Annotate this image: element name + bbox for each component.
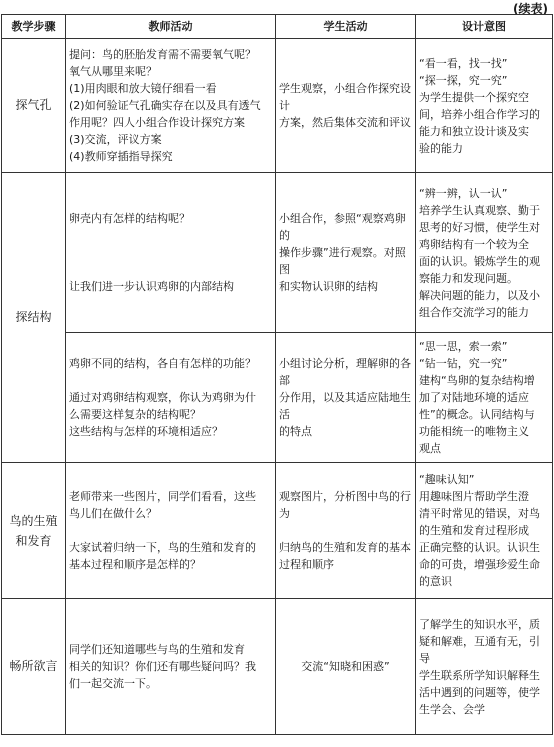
intent-line: 用趣味图片帮助学生澄 (419, 490, 529, 503)
teacher-line: (3)交流，评议方案 (69, 133, 162, 146)
teacher-line: 么需要这样复杂的结构呢？ (69, 408, 201, 421)
teacher-line: 相关的知识？你们还有哪些疑问吗？我 (69, 660, 256, 673)
teacher-line: 卵壳内有怎样的结构呢？ (69, 212, 190, 225)
intent-line: 能力和独立设计谈及实 (419, 124, 529, 138)
teacher-line: 让我们进一步认识鸡卵的内部结构 (69, 280, 234, 293)
intent-line: 性”的概念。认同结构与 (419, 408, 535, 421)
student-line: 归纳鸟的生殖和发育的基本 (279, 541, 411, 554)
table-row (2, 599, 553, 735)
teacher-line: 通过对鸡卵结构观察，你认为鸡卵为什 (69, 391, 256, 404)
student-cell (276, 173, 416, 333)
header-row (2, 15, 553, 39)
teacher-cell (66, 599, 276, 735)
teacher-line: 大家试着归纳一下，鸟的生殖和发育的 (69, 541, 256, 554)
intent-cell (416, 39, 553, 173)
table-row (2, 333, 553, 463)
intent-line: 观点 (419, 442, 441, 455)
step-cell: 鸟的生殖和发育 (2, 463, 66, 599)
intent-line: 清平时常见的错误，对鸟 (419, 507, 540, 520)
student-line: 操作步骤”进行观察。对照图 (279, 246, 406, 276)
intent-line: 命的可贵，增强珍爱生命 (419, 558, 540, 571)
student-line: 过程和顺序 (279, 558, 334, 571)
student-cell (276, 599, 416, 735)
intent-line: “钻一钻，究一究” (419, 357, 508, 370)
intent-cell (416, 333, 553, 463)
table-row (2, 463, 553, 599)
teacher-line: 氧气从哪里来呢？ (69, 65, 157, 78)
student-line: 小组合作，参照“观察鸡卵的 (279, 212, 406, 242)
header-step: 教学步骤 (2, 15, 66, 39)
intent-line: 了解学生的知识水平，质 (419, 617, 540, 631)
student-line: 分作用，以及其适应陆地生活 (279, 391, 411, 421)
teacher-cell (66, 39, 276, 173)
intent-line: 为学生提供一个探究空 (419, 90, 529, 104)
student-line: 观察图片，分析图中鸟的行为 (279, 490, 411, 520)
intent-line: 组合作交流学习的能力 (419, 305, 529, 319)
intent-line: 活中遇到的问题等，使学 (419, 685, 540, 699)
intent-line: 间，培养小组合作学习的 (419, 107, 540, 121)
teacher-line: 同学们还知道哪些与鸟的生殖和发育 (69, 643, 245, 656)
intent-cell (416, 599, 553, 735)
teacher-line: 鸡卵不同的结构，各自有怎样的功能？ (69, 357, 256, 370)
student-line: 的特点 (279, 425, 312, 438)
lesson-plan-table (1, 14, 553, 735)
header-teacher: 教师活动 (66, 15, 276, 39)
intent-line: 培养学生认真观察、勤于 (419, 203, 540, 217)
teacher-cell (66, 463, 276, 599)
step-cell: 探气孔 (2, 39, 66, 173)
step-cell: 畅所欲言 (2, 599, 66, 735)
intent-line: 的意识 (419, 575, 452, 588)
intent-line: “看一看，找一找” (419, 56, 508, 70)
student-line: 方案，然后集体交流和评议 (279, 116, 411, 129)
student-cell (276, 39, 416, 173)
intent-line: 察能力和发现问题。 (419, 271, 518, 285)
intent-line: “趣味认知” (419, 473, 475, 486)
student-line: 交流“知晓和困惑” (301, 660, 390, 673)
table-row (2, 173, 553, 333)
intent-line: 思考的好习惯，使学生对 (419, 220, 540, 234)
teacher-line: 这些结构与怎样的环境相适应？ (69, 425, 223, 438)
intent-line: 学生联系所学知识解释生 (419, 668, 540, 682)
teacher-line: 作用呢？四人小组合作设计探究方案 (69, 116, 245, 129)
table-row (2, 39, 553, 173)
teacher-line: 提问：鸟的胚胎发育需不需要氧气呢？ (69, 48, 256, 61)
intent-line: 的生殖和发育过程形成 (419, 524, 529, 537)
teacher-line: 基本过程和顺序是怎样的？ (69, 558, 201, 571)
intent-line: 生学会、会学 (419, 702, 485, 716)
teacher-line: 鸟儿们在做什么？ (69, 507, 157, 520)
teacher-line: (4)教师穿插指导探究 (69, 150, 173, 163)
intent-line: 面的认识。锻炼学生的观 (419, 254, 540, 268)
intent-cell (416, 173, 553, 333)
intent-line: “思一思，索一索” (419, 340, 508, 353)
teacher-line: 老师带来一些图片，同学们看看，这些 (69, 490, 256, 503)
intent-line: 正确完整的认识。认识生 (419, 541, 540, 554)
intent-line: “辨一辨，认一认” (419, 186, 508, 200)
teacher-line: (1)用肉眼和放大镜仔细看一看 (69, 82, 217, 95)
teacher-cell (66, 173, 276, 333)
intent-line: 解决问题的能力，以及小 (419, 288, 540, 302)
intent-line: 加了对陆地环境的适应 (419, 391, 529, 404)
intent-line: 建构“鸟卵的复杂结构增 (419, 374, 535, 387)
intent-cell (416, 463, 553, 599)
student-cell (276, 463, 416, 599)
intent-line: 疑和解难，互通有无，引导 (419, 634, 540, 665)
intent-line: 鸡卵结构有一个较为全 (419, 237, 529, 251)
intent-line: “探一探，究一究” (419, 73, 508, 87)
header-intent: 设计意图 (416, 15, 553, 39)
header-student: 学生活动 (276, 15, 416, 39)
teacher-cell (66, 333, 276, 463)
student-cell (276, 333, 416, 463)
intent-line: 功能相统一的唯物主义 (419, 425, 529, 438)
student-line: 小组讨论分析，理解卵的各部 (279, 357, 411, 387)
teacher-line: 们一起交流一下。 (69, 677, 157, 690)
intent-line: 验的能力 (419, 141, 463, 155)
teacher-line: (2)如何验证气孔确实存在以及具有透气 (69, 99, 261, 112)
student-line: 和实物认识卵的结构 (279, 280, 378, 293)
step-cell: 探结构 (2, 173, 66, 463)
student-line: 学生观察，小组合作探究设计 (279, 82, 411, 112)
continued-label: (续表) (513, 2, 548, 16)
